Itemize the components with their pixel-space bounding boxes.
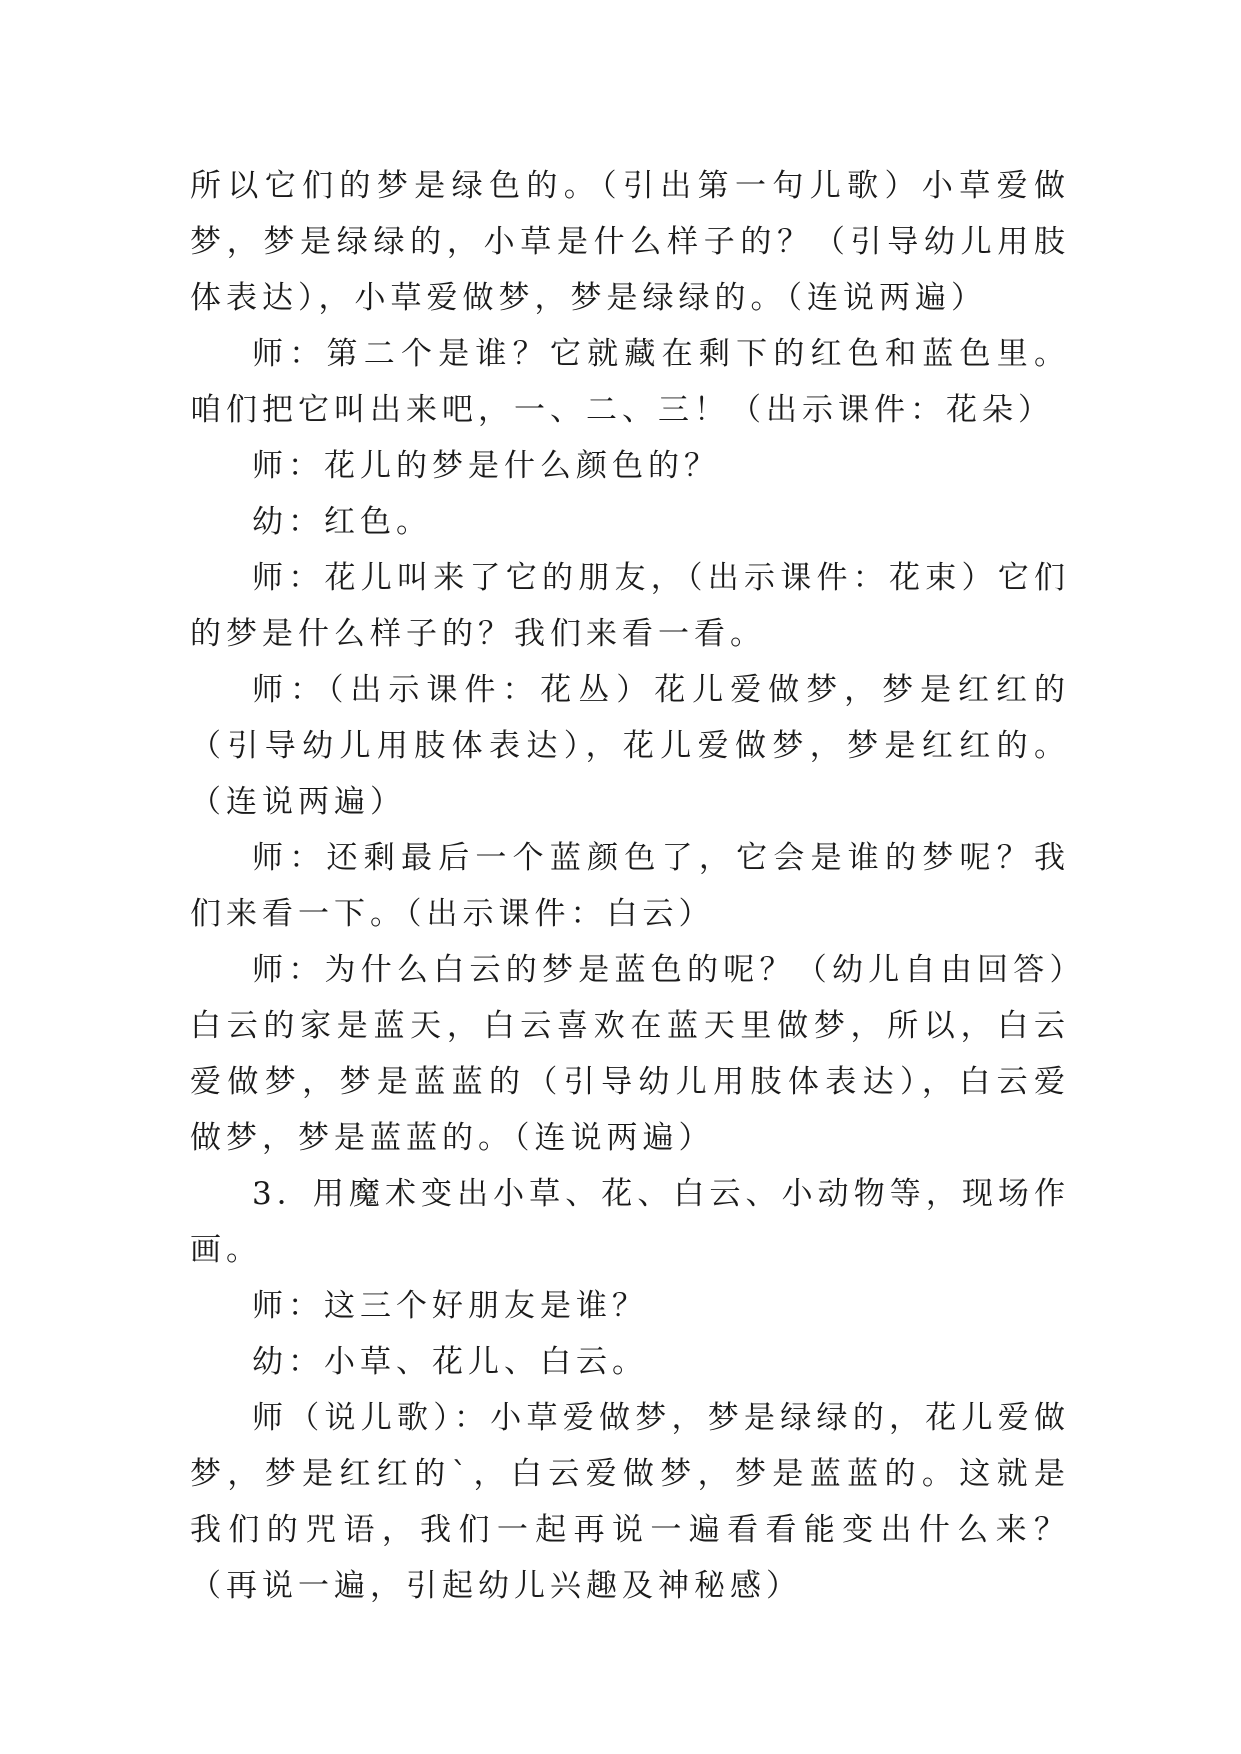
paragraph: 3．用魔术变出小草、花、白云、小动物等，现场作画。: [190, 1176, 1070, 1268]
paragraph: 师（说儿歌）：小草爱做梦，梦是绿绿的，花儿爱做梦，梦是红红的`，白云爱做梦，梦是蓝蓝的。这就是我们的咒语，我们一起再说一遍看看能变出什么来？（再说一遍，引起幼儿兴趣及神秘感）: [190, 1400, 1070, 1604]
paragraph: 师：还剩最后一个蓝颜色了，它会是谁的梦呢？我们来看一下。（出示课件：白云）: [190, 840, 1070, 932]
paragraph: 所以它们的梦是绿色的。（引出第一句儿歌）小草爱做梦，梦是绿绿的，小草是什么样子的？（引导幼儿用肢体表达），小草爱做梦，梦是绿绿的。（连说两遍）: [190, 168, 1070, 316]
paragraph: 师：花儿叫来了它的朋友，（出示课件：花束）它们的梦是什么样子的？我们来看一看。: [190, 560, 1070, 652]
paragraph: 师：（出示课件：花丛）花儿爱做梦，梦是红红的（引导幼儿用肢体表达），花儿爱做梦，梦是红红的。（连说两遍）: [190, 672, 1070, 820]
paragraph: 师：花儿的梦是什么颜色的？: [252, 448, 720, 484]
paragraph: 师：第二个是谁？它就藏在剩下的红色和蓝色里。咱们把它叫出来吧，一、二、三！（出示课件：花朵）: [190, 336, 1070, 428]
paragraph: 幼：小草、花儿、白云。: [252, 1344, 648, 1380]
paragraph: 师：这三个好朋友是谁？: [252, 1288, 648, 1324]
document-body: [190, 158, 1070, 1614]
paragraph: 幼：红色。: [252, 504, 432, 540]
paragraph: 师：为什么白云的梦是蓝色的呢？（幼儿自由回答）白云的家是蓝天，白云喜欢在蓝天里做梦，所以，白云爱做梦，梦是蓝蓝的（引导幼儿用肢体表达），白云爱做梦，梦是蓝蓝的。（连说两遍）: [190, 952, 1070, 1156]
